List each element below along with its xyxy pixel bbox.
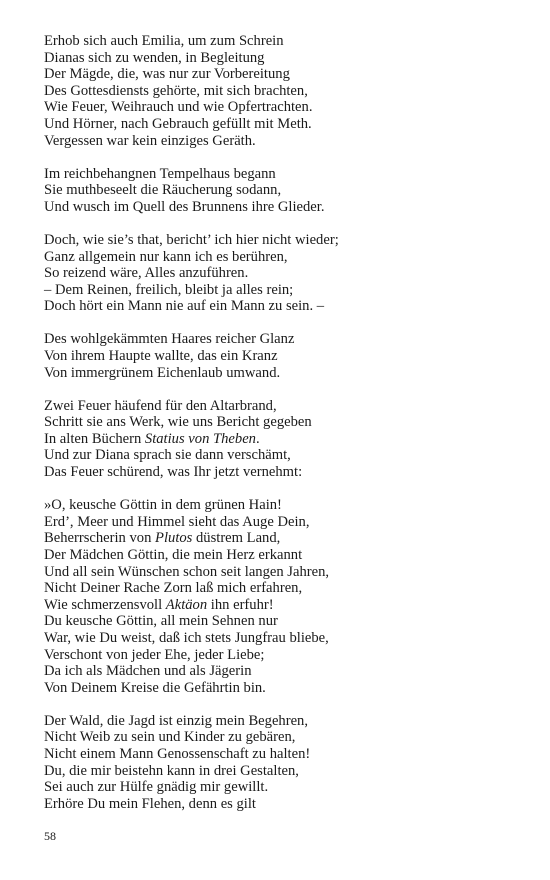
poem-line <box>44 497 514 514</box>
line-text: In alten Büchern <box>44 430 145 447</box>
line-text: Schritt sie ans Werk, wie uns Bericht gegeben <box>44 414 312 431</box>
poem-line <box>44 613 514 630</box>
poem-line <box>44 33 514 50</box>
line-text: Wie schmerzensvoll <box>44 596 166 613</box>
line-text: Von immergrünem Eichenlaub umwand. <box>44 364 281 381</box>
line-text: Und all sein Wünschen schon seit langen Jahren, <box>44 563 330 580</box>
line-text: Und Hörner, nach Gebrauch gefüllt mit Meth. <box>44 115 312 132</box>
line-text: Der Mägde, die, was nur zur Vorbereitung <box>44 66 290 83</box>
poem-line <box>44 282 514 299</box>
poem-line <box>44 431 514 448</box>
poem-line <box>44 182 514 199</box>
poem-line <box>44 99 514 116</box>
italic-name: Statius von Theben <box>144 430 256 447</box>
poem-line <box>44 746 514 763</box>
poem-line <box>44 331 514 348</box>
line-text: ihn erfuhr! <box>207 596 274 613</box>
line-text: Beherrscherin von <box>44 530 156 547</box>
stanza <box>44 166 514 216</box>
poem-line <box>44 464 514 481</box>
poem-line <box>44 763 514 780</box>
poem-line <box>44 116 514 133</box>
line-text: – Dem Reinen, freilich, bleibt ja alles rein; <box>44 281 294 298</box>
line-text: Vergessen war kein einziges Geräth. <box>44 132 256 149</box>
line-text: Der Mädchen Göttin, die mein Herz erkannt <box>44 546 303 563</box>
line-text: Sei auch zur Hülfe gnädig mir gewillt. <box>44 779 269 796</box>
poem-line <box>44 50 514 67</box>
line-text: Des Gottesdiensts gehörte, mit sich brachten, <box>44 82 308 99</box>
poem-line <box>44 713 514 730</box>
poem-line <box>44 514 514 531</box>
poem-line <box>44 166 514 183</box>
poem-line <box>44 414 514 431</box>
page-number: 58 <box>44 829 56 843</box>
line-text: Dianas sich zu wenden, in Begleitung <box>44 49 265 66</box>
poem-line <box>44 232 514 249</box>
poem-line <box>44 729 514 746</box>
line-text: Ganz allgemein nur kann ich es berühren, <box>44 248 288 265</box>
poem-line <box>44 83 514 100</box>
poem-line <box>44 66 514 83</box>
line-text: Sie muthbeseelt die Räucherung sodann, <box>44 182 282 199</box>
poem-line <box>44 680 514 697</box>
line-text: Der Wald, die Jagd ist einzig mein Begehren, <box>44 712 309 729</box>
poem-line <box>44 663 514 680</box>
poem-line <box>44 265 514 282</box>
line-text: Im reichbehangnen Tempelhaus begann <box>44 165 276 182</box>
line-text: Von Deinem Kreise die Gefährtin bin. <box>44 679 266 696</box>
stanza <box>44 232 514 315</box>
line-text: Erd’, Meer und Himmel sieht das Auge Dein, <box>44 513 310 530</box>
line-text: düstrem Land, <box>192 530 281 547</box>
line-text: Nicht Deiner Rache Zorn laß mich erfahren, <box>44 580 303 597</box>
stanza <box>44 398 514 481</box>
line-text: Und wusch im Quell des Brunnens ihre Glieder. <box>44 198 325 215</box>
poem-line <box>44 365 514 382</box>
line-text: »O, keusche Göttin in dem grünen Hain! <box>44 497 282 514</box>
poem-line <box>44 630 514 647</box>
line-text: Nicht einem Mann Genossenschaft zu halten! <box>44 745 311 762</box>
line-text: Du, die mir beistehn kann in drei Gestalten, <box>44 762 299 779</box>
line-text: . <box>255 430 260 447</box>
poem-line <box>44 398 514 415</box>
line-text: Erhöre Du mein Flehen, denn es gilt <box>44 795 256 812</box>
line-text: War, wie Du weist, daß ich stets Jungfrau bliebe, <box>44 629 329 646</box>
line-text: Verschont von jeder Ehe, jeder Liebe; <box>44 646 265 663</box>
poem-line <box>44 447 514 464</box>
line-text: Von ihrem Haupte wallte, das ein Kranz <box>44 348 278 364</box>
poem-line <box>44 348 514 365</box>
poem-line <box>44 547 514 564</box>
poem-text <box>44 33 514 829</box>
poem-line <box>44 530 514 547</box>
line-text: Und zur Diana sprach sie dann verschämt, <box>44 447 291 464</box>
poem-line <box>44 580 514 597</box>
line-text: Doch hört ein Mann nie auf ein Mann zu sein. – <box>44 298 325 315</box>
poem-line <box>44 133 514 150</box>
line-text: Des wohlgekämmten Haares reicher Glanz <box>44 331 295 348</box>
line-text: Wie Feuer, Weihrauch und wie Opfertrachten. <box>44 99 313 116</box>
poem-line <box>44 199 514 216</box>
stanza <box>44 331 514 381</box>
stanza <box>44 497 514 696</box>
poem-line <box>44 249 514 266</box>
line-text: Da ich als Mädchen und als Jägerin <box>44 663 252 680</box>
poem-line <box>44 597 514 614</box>
line-text: Du keusche Göttin, all mein Sehnen nur <box>44 613 278 630</box>
line-text: Erhob sich auch Emilia, um zum Schrein <box>44 33 284 49</box>
line-text: Doch, wie sie’s that, bericht’ ich hier nicht wieder; <box>44 231 339 248</box>
line-text: So reizend wäre, Alles anzuführen. <box>44 265 249 282</box>
italic-name: Plutos <box>155 530 193 547</box>
poem-line <box>44 796 514 813</box>
stanza <box>44 713 514 813</box>
line-text: Nicht Weib zu sein und Kinder zu gebären, <box>44 729 296 746</box>
stanza <box>44 33 514 149</box>
line-text: Das Feuer schürend, was Ihr jetzt vernehmt: <box>44 464 303 481</box>
poem-line <box>44 779 514 796</box>
poem-line <box>44 564 514 581</box>
italic-name: Aktäon <box>165 596 208 613</box>
line-text: Zwei Feuer häufend für den Altarbrand, <box>44 397 277 414</box>
poem-line <box>44 298 514 315</box>
poem-line <box>44 647 514 664</box>
